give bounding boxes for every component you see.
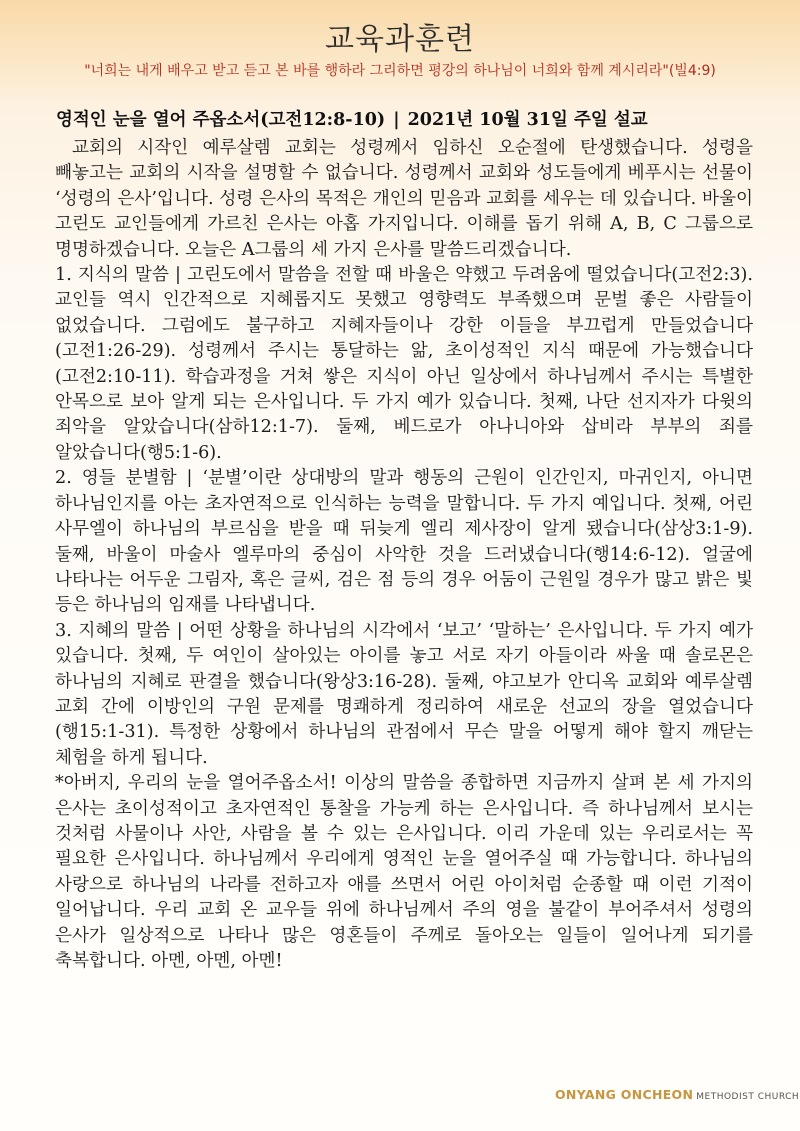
- church-logo: [555, 1084, 800, 1103]
- header-verse: "너희는 내게 배우고 받고 듣고 본 바를 행하라 그리하면 평강의 하나님이 너희와 함께 계시리라"(빌4:9): [84, 63, 716, 79]
- paragraph-word-of-knowledge: 1. 지식의 말씀 | 고린도에서 말씀을 전할 때 바울은 약했고 두려움에 떨었습니다(고전2:3). 교인들 역시 인간적으로 지혜롭지도 못했고 영향력도 부족했으며 문벌 좋은 사람들이 없었습니다. 그럼에도 불구하고 지혜자들이나 강한 이들을 부끄럽게 만들었습니다(고전1:26-29). 성령께서 주시는 통달하는 앎, 초이성적인 지식 때문에 가능했습니다(고전2:10-11). 학습과정을 거쳐 쌓은 지식이 아닌 일상에서 하나님께서 주시는 특별한 안목으로 보아 알게 되는 은사입니다. 두 가지 예가 있습니다. 첫째, 나단 선지자가 다윗의 죄악을 알았습니다(삼하12:1-7). 둘째, 베드로가 아나니아와 삽비라 부부의 죄를 알았습니다(행5:1-6).: [55, 265, 753, 463]
- paragraph-word-of-wisdom: 3. 지혜의 말씀 | 어떤 상황을 하나님의 시각에서 ‘보고’ ‘말하는’ 은사입니다. 두 가지 예가 있습니다. 첫째, 두 여인이 살아있는 아이를 놓고 서로 자기 아들이라 싸울 때 솔로몬은 하나님의 지혜로 판결을 했습니다(왕상3:16-28). 둘째, 야고보가 안디옥 교회와 예루살렘 교회 간에 이방인의 구원 문제를 명쾌하게 정리하여 새로운 선교의 장을 열었습니다(행15:1-31). 특정한 상황에서 하나님의 관점에서 무슨 말을 어떻게 해야 할지 깨닫는 체험을 하게 됩니다.: [55, 620, 753, 768]
- page-title: 교육과훈련: [325, 22, 475, 57]
- paragraph-discernment: 2. 영들 분별함 | ‘분별’이란 상대방의 말과 행동의 근원이 인간인지, 마귀인지, 아니면 하나님인지를 아는 초자연적으로 인식하는 능력을 말합니다. 두 가지 예입니다. 첫째, 어린 사무엘이 하나님의 부르심을 받을 때 뒤늦게 엘리 제사장이 알게 됐습니다(삼상3:1-9). 둘째, 바울이 마술사 엘루마의 중심이 사악한 것을 드러냈습니다(행14:6-12). 얼굴에 나타나는 어두운 그림자, 혹은 글씨, 검은 점 등의 경우 어둠이 근원일 경우가 많고 밝은 빛 등은 하나님의 임재를 나타냅니다.: [55, 468, 753, 616]
- heading-separator: |: [393, 110, 400, 130]
- church-name: ONYANG ONCHEON: [555, 1087, 694, 1102]
- sermon-date: 2021년 10월 31일 주일 설교: [407, 110, 648, 130]
- church-type: METHODIST CHURCH: [696, 1092, 800, 1102]
- header-banner: [0, 0, 800, 95]
- sermon-body: [55, 136, 753, 974]
- sermon-heading: [56, 106, 746, 131]
- intro-paragraph: 교회의 시작인 예루살렘 교회는 성령께서 임하신 오순절에 탄생했습니다. 성령을 빼놓고는 교회의 시작을 설명할 수 없습니다. 성령께서 교회와 성도들에게 베푸시는 선물이 ‘성령의 은사’입니다. 성령 은사의 목적은 개인의 믿음과 교회를 세우는 데 있습니다. 바울이 고린도 교인들에게 가르친 은사는 아홉 가지입니다. 이해를 돕기 위해 A, B, C 그룹으로 명명하겠습니다. 오늘은 A그룹의 세 가지 은사를 말씀드리겠습니다.: [55, 138, 753, 260]
- closing-prayer-paragraph: *아버지, 우리의 눈을 열어주옵소서! 이상의 말씀을 종합하면 지금까지 살펴 본 세 가지의 은사는 초이성적이고 초자연적인 통찰을 가능케 하는 은사입니다. 즉 하나님께서 보시는 것처럼 사물이나 사안, 사람을 볼 수 있는 은사입니다. 이리 가운데 있는 우리로서는 꼭 필요한 은사입니다. 하나님께서 우리에게 영적인 눈을 열어주실 때 가능합니다. 하나님의 사랑으로 하나님의 나라를 전하고자 애를 쓰면서 어린 아이처럼 순종할 때 이런 기적이 일어납니다. 우리 교회 온 교우들 위에 하나님께서 주의 영을 불같이 부어주셔서 성령의 은사가 일상적으로 나타나 많은 영혼들이 주께로 돌아오는 일들이 일어나게 되기를 축복합니다. 아멘, 아멘, 아멘!: [55, 773, 753, 971]
- sermon-title: 영적인 눈을 열어 주옵소서(고전12:8-10): [56, 110, 386, 130]
